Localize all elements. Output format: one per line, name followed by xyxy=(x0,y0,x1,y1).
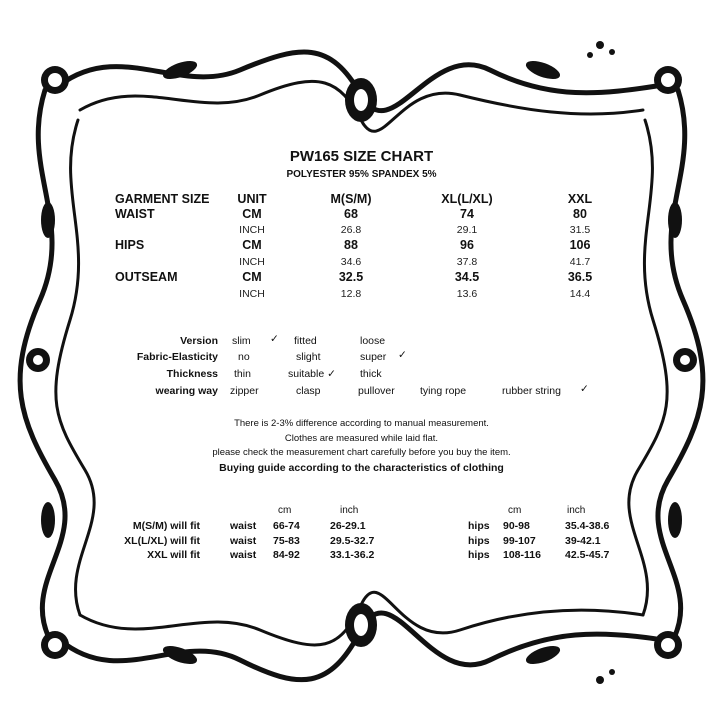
table-cell: 29.1 xyxy=(456,224,478,236)
fit-part: hips xyxy=(468,535,490,547)
option-suitable: suitable ✓ xyxy=(288,368,336,380)
fit-cm: 75-83 xyxy=(273,535,300,547)
table-cell: INCH xyxy=(239,224,265,236)
table-cell: 88 xyxy=(344,238,358,252)
fit-cm: 84-92 xyxy=(273,549,300,561)
fit-cm: 66-74 xyxy=(273,520,300,532)
fit-inch: 33.1-36.2 xyxy=(330,549,375,561)
table-cell: 32.5 xyxy=(338,270,364,284)
fit-label: M(S/M) will fit xyxy=(132,520,200,532)
table-cell: CM xyxy=(242,270,262,284)
fit-header-inch: inch xyxy=(567,505,586,516)
row-label-outseam: OUTSEAM xyxy=(115,270,178,284)
note-measurement-difference: There is 2-3% difference according to manual measurement. xyxy=(234,418,489,429)
row-label-waist: WAIST xyxy=(115,207,155,221)
fit-inch: 29.5-32.7 xyxy=(330,535,375,547)
fit-header-cm: cm xyxy=(278,505,292,516)
note-check-chart: please check the measurement chart carefully before you buy the item. xyxy=(212,447,511,458)
table-cell: 96 xyxy=(460,238,474,252)
option-tying-rope: tying rope xyxy=(420,385,467,397)
material-subtitle: POLYESTER 95% SPANDEX 5% xyxy=(286,169,437,180)
table-cell: 74 xyxy=(460,207,474,221)
option-super: super xyxy=(360,351,387,363)
check-icon: ✓ xyxy=(398,349,407,361)
table-cell: 36.5 xyxy=(567,270,593,284)
fit-inch: 39-42.1 xyxy=(565,535,601,547)
table-cell: 12.8 xyxy=(340,288,362,300)
fit-inch: 26-29.1 xyxy=(330,520,366,532)
col-header-xxl: XXL xyxy=(567,192,593,206)
fit-part: hips xyxy=(468,549,490,561)
fit-part: hips xyxy=(468,520,490,532)
option-loose: loose xyxy=(360,335,386,347)
option-no: no xyxy=(238,351,250,363)
fit-cm: 108-116 xyxy=(503,549,541,561)
label-version: Version xyxy=(180,335,218,347)
fit-cm: 90-98 xyxy=(503,520,530,532)
col-header-unit: UNIT xyxy=(237,192,267,206)
check-icon: ✓ xyxy=(580,383,589,395)
fit-cm: 99-107 xyxy=(503,535,536,547)
col-header-garment-size: GARMENT SIZE xyxy=(115,192,210,206)
fit-inch: 42.5-45.7 xyxy=(565,549,610,561)
row-label-hips: HIPS xyxy=(115,238,145,252)
table-cell: INCH xyxy=(239,256,265,268)
col-header-xl: XL(L/XL) xyxy=(441,192,493,206)
table-cell: 34.5 xyxy=(454,270,480,284)
fit-inch: 35.4-38.6 xyxy=(565,520,610,532)
fit-part: waist xyxy=(230,535,257,547)
option-thin: thin xyxy=(234,368,251,380)
option-fitted: fitted xyxy=(294,335,317,347)
table-cell: INCH xyxy=(239,288,265,300)
buying-guide-heading: Buying guide according to the characteristics of clothing xyxy=(219,462,504,474)
label-thickness: Thickness xyxy=(166,368,218,380)
table-cell: 31.5 xyxy=(569,224,591,236)
table-cell: 68 xyxy=(344,207,358,221)
table-cell: 26.8 xyxy=(340,224,362,236)
option-thick: thick xyxy=(360,368,382,380)
table-cell: 80 xyxy=(573,207,587,221)
option-zipper: zipper xyxy=(230,385,259,397)
fit-label: XXL will fit xyxy=(147,549,200,561)
option-pullover: pullover xyxy=(358,385,395,397)
note-laid-flat: Clothes are measured while laid flat. xyxy=(284,433,439,444)
table-cell: 14.4 xyxy=(569,288,591,300)
fit-header-inch: inch xyxy=(340,505,359,516)
option-rubber-string: rubber string xyxy=(502,385,561,397)
fit-part: waist xyxy=(230,549,257,561)
col-header-m: M(S/M) xyxy=(330,192,372,206)
fit-part: waist xyxy=(230,520,257,532)
table-cell: 13.6 xyxy=(456,288,478,300)
table-cell: 34.6 xyxy=(340,256,362,268)
page-title: PW165 SIZE CHART xyxy=(289,148,434,165)
option-slim: slim xyxy=(232,335,251,347)
table-cell: 41.7 xyxy=(569,256,591,268)
table-cell: 37.8 xyxy=(456,256,478,268)
option-slight: slight xyxy=(296,351,321,363)
table-cell: CM xyxy=(242,238,262,252)
label-wearing-way: wearing way xyxy=(155,385,218,397)
fit-label: XL(L/XL) will fit xyxy=(124,535,200,547)
fit-header-cm: cm xyxy=(508,505,522,516)
table-cell: 106 xyxy=(569,238,591,252)
check-icon: ✓ xyxy=(270,333,279,345)
option-clasp: clasp xyxy=(296,385,321,397)
table-cell: CM xyxy=(242,207,262,221)
label-fabric-elasticity: Fabric-Elasticity xyxy=(136,351,218,363)
